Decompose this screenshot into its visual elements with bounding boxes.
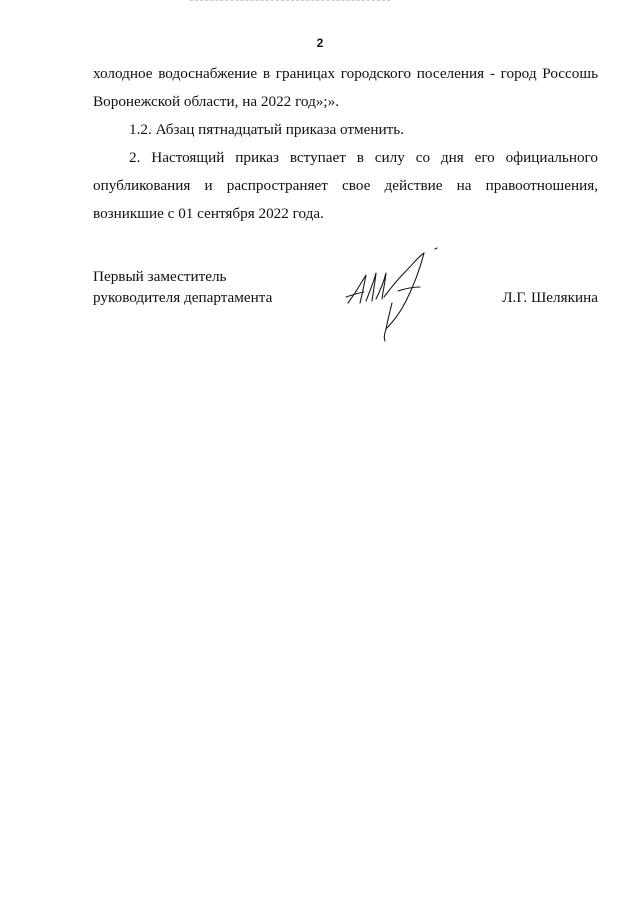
top-divider xyxy=(190,0,390,2)
paragraph-3-line-3: возникшие с 01 сентября 2022 года. xyxy=(93,205,324,222)
paragraph-3-line-2: опубликования и распространяет свое действие на правоотношения, xyxy=(93,177,598,194)
handwritten-signature-icon xyxy=(340,245,450,345)
paragraph-1-line-1: холодное водоснабжение в границах городского поселения - город Россошь xyxy=(93,65,598,82)
page-number: 2 xyxy=(316,36,324,50)
signatory-position-line-1: Первый заместитель xyxy=(93,268,227,285)
signatory-position xyxy=(93,266,272,308)
paragraph-1-line-2: Воронежской области, на 2022 год»;». xyxy=(93,93,340,110)
signatory-name: Л.Г. Шелякина xyxy=(502,289,598,306)
document-body xyxy=(93,60,598,228)
signatory-position-line-2: руководителя департамента xyxy=(93,289,273,306)
paragraph-3-line-1: 2. Настоящий приказ вступает в силу со дня его официального xyxy=(129,149,598,166)
paragraph-2-line-1: 1.2. Абзац пятнадцатый приказа отменить. xyxy=(129,121,405,138)
